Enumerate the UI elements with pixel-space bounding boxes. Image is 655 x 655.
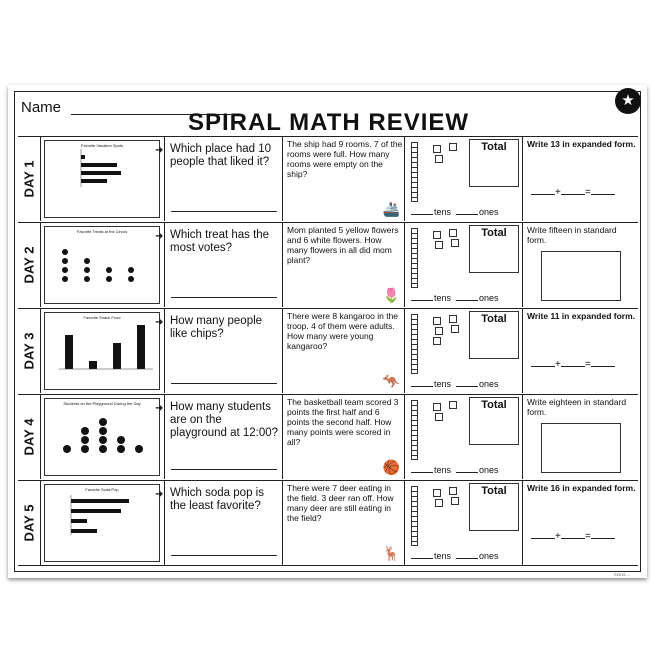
- page-title: SPIRAL MATH REVIEW: [187, 109, 470, 136]
- question-text: Which treat has the most votes?: [170, 229, 270, 254]
- chart-cell: [40, 137, 164, 221]
- clipart-icon: 🚢: [382, 201, 400, 217]
- mini-chart: [44, 398, 160, 476]
- total-label: Total: [481, 399, 507, 411]
- ten-rod: [411, 142, 418, 202]
- total-box[interactable]: [469, 397, 519, 445]
- day-label-cell: [18, 395, 40, 479]
- word-problem-cell: [282, 481, 404, 565]
- unit-cube: [435, 155, 443, 163]
- base-ten-cell: [404, 395, 522, 479]
- chart-cell: [40, 223, 164, 307]
- question-text: How many people like chips?: [170, 315, 263, 340]
- chart-graphic: [45, 485, 159, 561]
- ten-rod: [411, 400, 418, 460]
- ten-rod: [411, 228, 418, 288]
- unit-cube: [451, 239, 459, 247]
- total-box[interactable]: [469, 139, 519, 187]
- clipart-icon: 🌷: [382, 287, 400, 303]
- unit-cube: [433, 145, 441, 153]
- mini-chart: [44, 226, 160, 304]
- day-row: [18, 136, 638, 222]
- base-ten-cell: [404, 481, 522, 565]
- chart-title: Favorite Vacation Spots: [80, 143, 124, 148]
- unit-cube: [435, 327, 443, 335]
- place-value-prompt: Write 13 in expanded form.: [527, 139, 636, 149]
- chart-cell: [40, 395, 164, 479]
- word-problem-text: The basketball team scored 3 points the first half and 6 points the second half. How many points were scored in all?: [287, 397, 399, 447]
- question-cell: [155, 395, 282, 479]
- tens-ones-line[interactable]: tens ones: [411, 551, 499, 561]
- standard-form-box[interactable]: [541, 423, 621, 473]
- standard-form-box[interactable]: [541, 251, 621, 301]
- place-value-prompt: Write 16 in expanded form.: [527, 483, 636, 493]
- word-problem-cell: [282, 395, 404, 479]
- total-label: Total: [481, 141, 507, 153]
- clipart-icon: 🏀: [382, 459, 400, 475]
- word-problem-text: Mom planted 5 yellow flowers and 6 white flowers. How many flowers in all did mom plant?: [287, 225, 399, 265]
- day-row: [18, 308, 638, 394]
- chart-title: Students on the Playground During the Day: [63, 401, 141, 406]
- unit-cube: [449, 143, 457, 151]
- mini-chart: [44, 312, 160, 390]
- base-ten-cell: [404, 223, 522, 307]
- expanded-form-line[interactable]: + =: [531, 531, 615, 542]
- question-text: How many students are on the playground at 12:00?: [170, 401, 279, 439]
- answer-line[interactable]: [171, 297, 277, 298]
- place-value-prompt: Write 11 in expanded form.: [527, 311, 636, 321]
- tens-ones-line[interactable]: tens ones: [411, 207, 499, 217]
- name-label: Name: [21, 99, 62, 116]
- place-value-prompt: Write eighteen in standard form.: [527, 397, 627, 417]
- day-label-cell: [18, 223, 40, 307]
- ten-rod: [411, 314, 418, 374]
- chart-graphic: [45, 399, 159, 475]
- worksheet-frame: [14, 91, 641, 577]
- tens-ones-line[interactable]: tens ones: [411, 379, 499, 389]
- unit-cube: [433, 489, 441, 497]
- place-value-prompt: Write fifteen in standard form.: [527, 225, 617, 245]
- chart-title: Favorite Snack Food: [83, 315, 121, 320]
- clipart-icon: 🦘: [382, 373, 400, 389]
- chart-graphic: [45, 141, 159, 217]
- answer-line[interactable]: [171, 555, 277, 556]
- worksheet: [8, 85, 647, 578]
- total-label: Total: [481, 313, 507, 325]
- unit-cube: [435, 413, 443, 421]
- word-problem-cell: [282, 137, 404, 221]
- total-box[interactable]: [469, 311, 519, 359]
- answer-line[interactable]: [171, 383, 277, 384]
- question-cell: [155, 137, 282, 221]
- word-problem-text: There were 8 kangaroo in the troop. 4 of them were adults. How many were young kangaroo?: [287, 311, 399, 351]
- day-label: DAY 5: [21, 504, 37, 542]
- unit-cube: [449, 315, 457, 323]
- day-label-cell: [18, 137, 40, 221]
- tens-ones-line[interactable]: tens ones: [411, 465, 499, 475]
- ten-rod: [411, 486, 418, 546]
- unit-cube: [451, 325, 459, 333]
- question-text: Which place had 10 people that liked it?: [170, 143, 272, 168]
- day-label-cell: [18, 481, 40, 565]
- chart-title: Favorite Soda Pop: [85, 487, 119, 492]
- day-label: DAY 3: [21, 332, 37, 370]
- chart-cell: [40, 481, 164, 565]
- place-value-cell: [522, 309, 638, 393]
- word-problem-text: The ship had 9 rooms. 7 of the rooms were full. How many rooms were empty on the ship?: [287, 139, 403, 179]
- unit-cube: [433, 337, 441, 345]
- word-problem-text: There were 7 deer eating in the field. 3 deer ran off. How many deer are still eating in the field?: [287, 483, 394, 523]
- unit-cube: [449, 401, 457, 409]
- day-label: DAY 1: [21, 160, 37, 198]
- day-label-cell: [18, 309, 40, 393]
- unit-cube: [435, 499, 443, 507]
- day-row: [18, 222, 638, 308]
- unit-cube: [449, 487, 457, 495]
- total-label: Total: [481, 485, 507, 497]
- chart-graphic: [45, 313, 159, 389]
- place-value-cell: [522, 395, 638, 479]
- question-text: Which soda pop is the least favorite?: [170, 487, 264, 512]
- chart-cell: [40, 309, 164, 393]
- answer-line[interactable]: [171, 211, 277, 212]
- unit-cube: [451, 497, 459, 505]
- base-ten-cell: [404, 137, 522, 221]
- place-value-cell: [522, 223, 638, 307]
- total-box[interactable]: [469, 483, 519, 531]
- expanded-form-line[interactable]: + =: [531, 187, 615, 198]
- mini-chart: [44, 484, 160, 562]
- word-problem-cell: [282, 309, 404, 393]
- unit-cube: [449, 229, 457, 237]
- total-box[interactable]: [469, 225, 519, 273]
- arrow-icon: ➜: [155, 403, 164, 414]
- day-row: [18, 480, 638, 566]
- place-value-cell: [522, 137, 638, 221]
- base-ten-cell: [404, 309, 522, 393]
- question-cell: [155, 481, 282, 565]
- unit-cube: [433, 403, 441, 411]
- expanded-form-line[interactable]: + =: [531, 359, 615, 370]
- chart-title: Favorite Treats at the Circus: [76, 229, 128, 234]
- chart-graphic: [45, 227, 159, 303]
- clipart-icon: 🦌: [382, 545, 400, 561]
- unit-cube: [435, 241, 443, 249]
- day-label: DAY 2: [21, 246, 37, 284]
- star-icon: ★: [615, 88, 641, 114]
- arrow-icon: ➜: [155, 317, 164, 328]
- question-cell: [155, 223, 282, 307]
- unit-cube: [433, 231, 441, 239]
- day-label: DAY 4: [21, 418, 37, 456]
- mini-chart: [44, 140, 160, 218]
- place-value-cell: [522, 481, 638, 565]
- tens-ones-line[interactable]: tens ones: [411, 293, 499, 303]
- copyright: ©2015 ...: [613, 572, 630, 577]
- arrow-icon: ➜: [155, 145, 164, 156]
- word-problem-cell: [282, 223, 404, 307]
- unit-cube: [433, 317, 441, 325]
- arrow-icon: ➜: [155, 489, 164, 500]
- total-label: Total: [481, 227, 507, 239]
- review-grid: [18, 136, 638, 566]
- question-cell: [155, 309, 282, 393]
- day-row: [18, 394, 638, 480]
- answer-line[interactable]: [171, 469, 277, 470]
- arrow-icon: ➜: [155, 231, 164, 242]
